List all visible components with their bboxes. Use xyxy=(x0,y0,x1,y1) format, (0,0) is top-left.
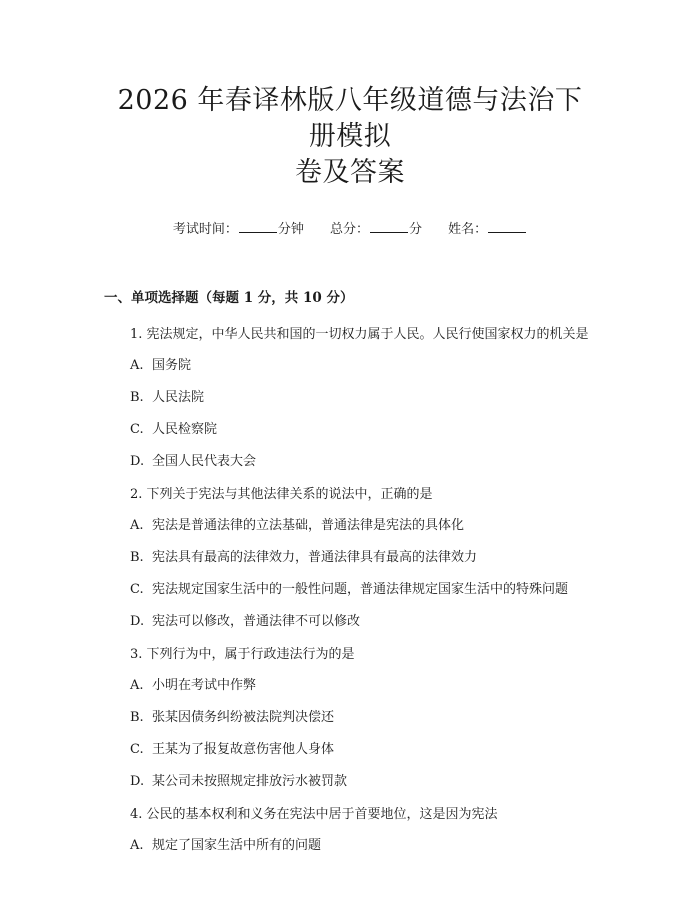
total-score-unit: 分 xyxy=(409,222,423,237)
section-heading-single-choice: 一、单项选择题（每题 1 分，共 10 分） xyxy=(104,290,354,306)
option-text: 某公司未按照规定排放污水被罚款 xyxy=(152,774,348,789)
option-letter: C. xyxy=(130,742,144,757)
question-2 xyxy=(104,484,596,632)
question-stem: 3. 下列行为中，属于行政违法行为的是 xyxy=(130,647,355,662)
student-name-label: 姓名： xyxy=(448,222,488,237)
option-a xyxy=(104,356,596,376)
option-letter: B. xyxy=(130,550,144,565)
option-letter: D. xyxy=(130,774,145,789)
option-c xyxy=(104,420,596,440)
option-a xyxy=(104,836,596,856)
exam-title-line2: 卷及答案 xyxy=(295,157,405,188)
option-text: 全国人民代表大会 xyxy=(152,454,257,469)
exam-title xyxy=(104,0,596,191)
option-letter: A. xyxy=(130,838,144,853)
option-letter: B. xyxy=(130,390,144,405)
option-text: 宪法具有最高的法律效力，普通法律具有最高的法律效力 xyxy=(152,550,478,565)
question-list xyxy=(104,324,596,856)
question-3 xyxy=(104,644,596,792)
option-text: 王某为了报复故意伤害他人身体 xyxy=(152,742,335,757)
option-letter: D. xyxy=(130,454,145,469)
option-letter: D. xyxy=(130,614,145,629)
question-1 xyxy=(104,324,596,472)
option-letter: C. xyxy=(130,582,144,597)
question-4 xyxy=(104,804,596,856)
question-stem: 2. 下列关于宪法与其他法律关系的说法中，正确的是 xyxy=(130,487,433,502)
option-a xyxy=(104,676,596,696)
option-text: 小明在考试中作弊 xyxy=(152,678,257,693)
exam-title-line1: 2026 年春译林版八年级道德与法治下册模拟 xyxy=(117,85,583,152)
option-text: 国务院 xyxy=(152,358,192,373)
option-c xyxy=(104,580,596,600)
exam-meta xyxy=(104,219,596,240)
exam-time-label: 考试时间： xyxy=(172,222,238,237)
total-score-field xyxy=(330,219,422,240)
option-text: 宪法可以修改，普通法律不可以修改 xyxy=(152,614,361,629)
total-score-label: 总分： xyxy=(329,222,369,237)
option-text: 规定了国家生活中所有的问题 xyxy=(152,838,322,853)
total-score-blank xyxy=(370,219,408,233)
exam-time-blank xyxy=(239,219,277,233)
option-d xyxy=(104,612,596,632)
option-text: 人民法院 xyxy=(152,390,205,405)
student-name-blank xyxy=(488,219,526,233)
option-d xyxy=(104,452,596,472)
question-stem: 1. 宪法规定，中华人民共和国的一切权力属于人民。人民行使国家权力的机关是 xyxy=(130,327,589,342)
exam-time-unit: 分钟 xyxy=(277,222,304,237)
option-letter: C. xyxy=(130,422,144,437)
option-b xyxy=(104,548,596,568)
option-letter: A. xyxy=(130,518,144,533)
option-c xyxy=(104,740,596,760)
option-letter: B. xyxy=(130,710,144,725)
option-b xyxy=(104,708,596,728)
option-d xyxy=(104,772,596,792)
option-text: 张某因债务纠纷被法院判决偿还 xyxy=(152,710,335,725)
option-letter: A. xyxy=(130,358,144,373)
option-text: 宪法是普通法律的立法基础，普通法律是宪法的具体化 xyxy=(152,518,465,533)
option-a xyxy=(104,516,596,536)
option-text: 人民检察院 xyxy=(152,422,218,437)
option-b xyxy=(104,388,596,408)
exam-time-field xyxy=(173,219,304,240)
question-stem: 4. 公民的基本权利和义务在宪法中居于首要地位，这是因为宪法 xyxy=(130,807,498,822)
option-text: 宪法规定国家生活中的一般性问题，普通法律规定国家生活中的特殊问题 xyxy=(152,582,569,597)
student-name-field xyxy=(448,219,527,240)
option-letter: A. xyxy=(130,678,144,693)
